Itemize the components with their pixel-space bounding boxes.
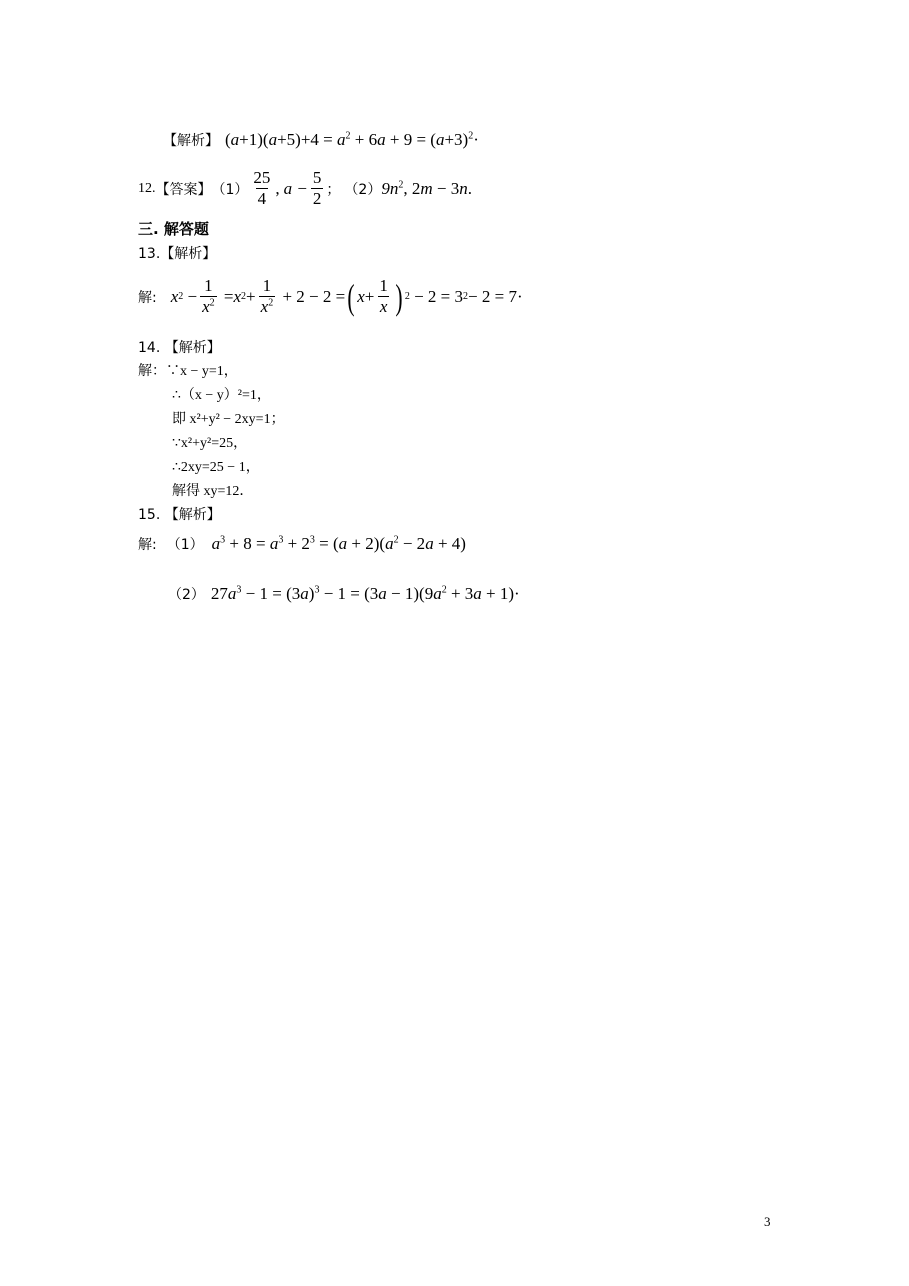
part-2-label: （2） xyxy=(168,587,205,603)
formula-15-2: $27a^3 - 1 = (3a)^3 - 1 = (3a - 1)(9a^2 + 3a + 1)\cdot$ xyxy=(210,584,520,603)
q15-heading: 15. 【解析】 xyxy=(138,507,221,523)
answer-label: 【答案】 xyxy=(155,181,212,198)
q13-heading: 13.【解析】 xyxy=(138,246,217,262)
q14-line-3: 即 x²+y² − 2xy=1； xyxy=(172,412,285,427)
q14-line-4: ∵x²+y²=25， xyxy=(172,436,248,451)
q15-part2 xyxy=(168,584,520,604)
q15-part1 xyxy=(138,534,466,554)
part-2-label: （2） xyxy=(344,181,382,198)
fraction-25-4: $\frac{25}{4}$ xyxy=(253,168,271,208)
q14-line-5: ∴2xy=25 − 1， xyxy=(172,460,260,475)
analysis-line-11 xyxy=(163,130,479,150)
formula-13: x 2 − $\frac{1}{x^2}$ = x 2 + $\frac{1}{x^2}$ + 2 − 2 = ( x + $\frac{1}{x}$ ) 2 − 2 = 3 2 − 2 = 7· xyxy=(170,276,523,317)
q14-line-1: 解：∵x − y=1， xyxy=(138,364,238,379)
q14-line-6: 解得 xy=12． xyxy=(172,484,254,499)
formula-11: $(a+1)(a+5)+4 = a^2 + 6a + 9 = (a+3)^2\cdot$ xyxy=(225,130,479,149)
page-number: 3 xyxy=(764,1214,771,1229)
answer-expr: a − xyxy=(283,178,308,198)
q14-heading: 14. 【解析】 xyxy=(138,340,221,356)
part-1-label: （1） xyxy=(166,537,204,553)
q13-solution xyxy=(138,276,523,317)
section-heading: 三. 解答题 xyxy=(138,220,209,238)
solution-label: 解: xyxy=(138,537,157,553)
fraction-5-2: $\frac{5}{2}$ xyxy=(312,168,322,208)
formula-15-1: $a^3 + 8 = a^3 + 2^3 = (a + 2)(a^2 - 2a + 4)$ xyxy=(211,534,466,553)
answer-line-12: 12. 【答案】 （1） $\frac{25}{4}$ , a − $\frac{5}{2}$ ； （2） $9n^2$, 2m − 3n. xyxy=(138,168,472,208)
q14-line-2: ∴（x − y）²=1， xyxy=(172,388,271,403)
part-1-label: （1） xyxy=(211,181,249,198)
analysis-label: 【解析】 xyxy=(163,133,219,149)
answer-12-part2: $9n^2$, 2m − 3n. xyxy=(381,178,472,198)
question-number: 12. xyxy=(138,180,156,196)
solution-label: 解: xyxy=(138,289,157,306)
